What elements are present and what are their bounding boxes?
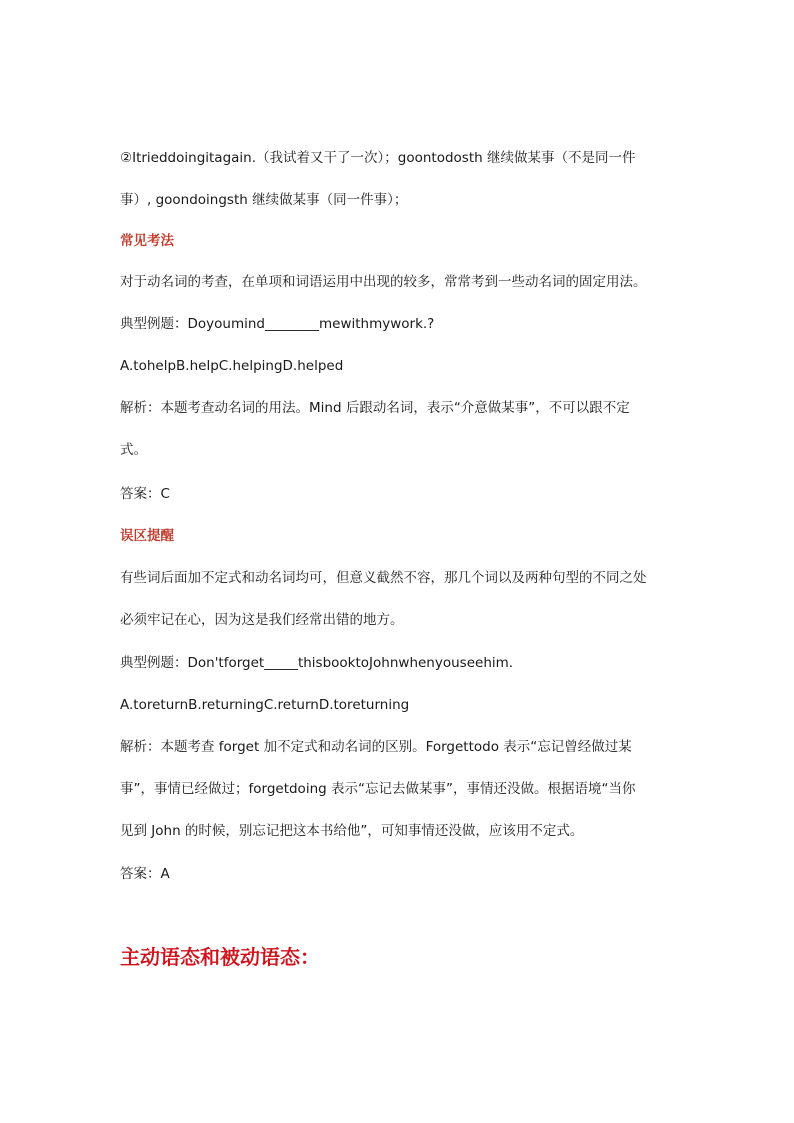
common-usage-heading: 常见考法 [120, 233, 174, 249]
common-usage-options: A.tohelpB.helpC.helpingD.helped [120, 358, 344, 374]
common-usage-answer: 答案：C [120, 486, 170, 502]
pitfalls-answer: 答案：A [120, 866, 170, 882]
pitfalls-analysis-line-2: 事”，事情已经做过；forgetdoing 表示“忘记去做某事”，事情还没做。根据语境“当你 [120, 781, 636, 797]
common-usage-analysis-line-2: 式。 [120, 442, 147, 458]
pitfalls-example: 典型例题：Don'tforget_____thisbooktoJohnwhenyouseehim. [120, 655, 514, 671]
pitfalls-intro-line-2: 必须牢记在心，因为这是我们经常出错的地方。 [120, 612, 404, 628]
common-usage-example: 典型例题：Doyoumind________mewithmywork.? [120, 316, 435, 332]
pitfalls-options: A.toreturnB.returningC.returnD.toreturning [120, 697, 410, 713]
gerund-example-line-1: ②Itrieddoingitagain.（我试着又干了一次）；goontodosth 继续做某事（不是同一件 [120, 150, 636, 166]
passive-voice-section-title: 主动语态和被动语态： [120, 945, 320, 969]
pitfalls-heading: 误区提醒 [120, 528, 174, 544]
pitfalls-analysis-line-3: 见到 John 的时候，别忘记把这本书给他”，可知事情还没做，应该用不定式。 [120, 823, 584, 839]
common-usage-intro: 对于动名词的考查，在单项和词语运用中出现的较多，常常考到一些动名词的固定用法。 [120, 274, 647, 290]
pitfalls-intro-line-1: 有些词后面加不定式和动名词均可，但意义截然不容，那几个词以及两种句型的不同之处 [120, 570, 647, 586]
gerund-example-line-2: 事）, goondoingsth 继续做某事（同一件事）； [120, 192, 408, 208]
pitfalls-analysis-line-1: 解析：本题考查 forget 加不定式和动名词的区别。Forgettodo 表示“忘记曾经做过某 [120, 739, 632, 755]
common-usage-analysis-line-1: 解析：本题考查动名词的用法。Mind 后跟动名词，表示“介意做某事”，不可以跟不定 [120, 400, 630, 416]
